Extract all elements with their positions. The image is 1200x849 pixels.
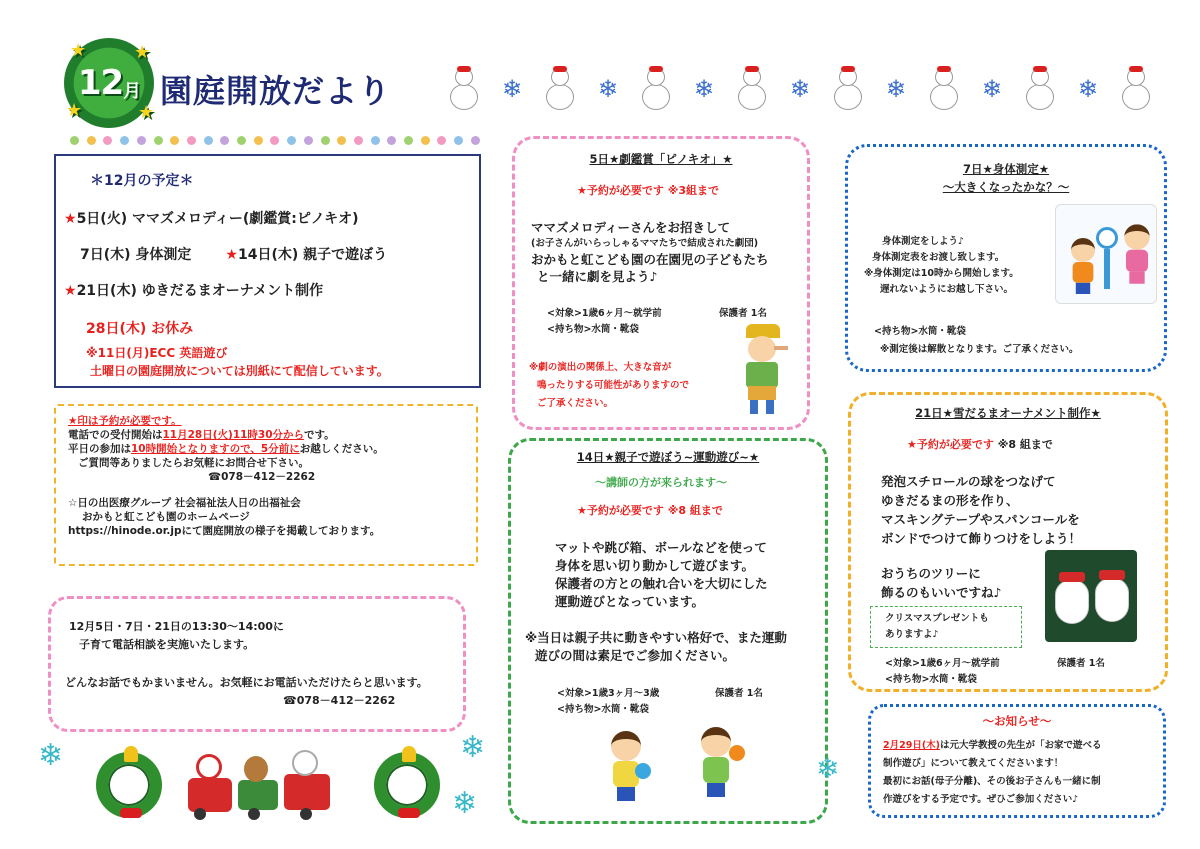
event-target: <対象>1歳6ヶ月～就学前 xyxy=(547,308,662,319)
snowman-icon xyxy=(925,66,963,112)
snowflake-icon: ❄ xyxy=(1077,75,1098,103)
schedule-heading: ＊12月の予定＊ xyxy=(90,173,194,189)
event-text: 遅れないようにお越し下さい。 xyxy=(880,284,1014,295)
month-suffix: 月 xyxy=(123,81,141,102)
schedule-item: 7日(木) 身体測定 xyxy=(80,247,192,263)
snowman-icon xyxy=(1117,66,1155,112)
snowflake-icon: ❄ xyxy=(693,75,715,103)
present-note xyxy=(870,606,1022,648)
snowman-icon xyxy=(637,66,675,112)
event-title: 5日★劇鑑賞「ピノキオ」★ xyxy=(589,152,733,166)
event-note: ※当日は親子共に動きやすい格好で、また運動 xyxy=(525,630,787,645)
event-text: マットや跳び箱、ボールなどを使って xyxy=(555,540,767,555)
notes-text: 電話での受付開始は xyxy=(68,429,163,441)
wreath-icon xyxy=(374,752,440,818)
event-guardian: 保護者 1名 xyxy=(1057,658,1105,669)
event-title: 14日★親子で遊ぼう~運動遊び~★ xyxy=(576,450,760,464)
snowflake-icon: ❄ xyxy=(460,730,486,765)
snowman-icon xyxy=(445,66,483,112)
schedule-note: ※11日(月)ECC 英語遊び xyxy=(86,346,228,360)
event-title: 21日★雪だるまオーナメント制作★ xyxy=(915,406,1101,420)
notice-text: 最初にお話(母子分離)、その後お子さんも一緒に制 xyxy=(883,776,1101,787)
notice-text: 作遊びをする予定です。ぜひご参加ください♪ xyxy=(883,794,1079,805)
website-note: https://hinode.or.jpにて園庭開放の様子を掲載しております。 xyxy=(68,525,381,537)
reservation-note: ★予約が必要です ※8 組まで xyxy=(577,504,723,517)
star-icon: ★ xyxy=(64,283,77,299)
star-icon: ★ xyxy=(66,100,82,121)
notice-title: ～お知らせ～ xyxy=(982,714,1052,728)
event-note: ※測定後は解散となります。ご了承ください。 xyxy=(880,344,1079,355)
phone-consult-box xyxy=(48,596,466,732)
phone-number: ☎078－412－2262 xyxy=(208,471,316,483)
notes-highlight: 10時開始となりますので、5分前に xyxy=(131,443,300,455)
measurement-illustration xyxy=(1055,204,1157,304)
month-badge xyxy=(64,38,154,128)
snowflake-icon: ❄ xyxy=(501,75,523,103)
event-text: ※身体測定は10時から開始します。 xyxy=(864,268,1019,279)
teacher-icon xyxy=(1116,224,1159,284)
present-note-text: クリスマスプレゼントも xyxy=(885,613,989,624)
reservation-note: ★予約が必要です ※3組まで xyxy=(577,184,720,197)
event-warning: ご了承ください。 xyxy=(537,398,614,409)
event-items: <持ち物>水筒・靴袋 xyxy=(874,326,966,337)
snowflake-icon: ❄ xyxy=(789,75,810,103)
notice-box xyxy=(868,704,1166,818)
event-text: 運動遊びとなっています。 xyxy=(555,594,705,609)
present-note-text: ありますよ♪ xyxy=(885,629,939,640)
notes-text: です。 xyxy=(303,429,335,441)
notes-text: ご質問等ありましたらお気軽にお問合せ下さい。 xyxy=(78,457,309,469)
boy-with-ball-illustration xyxy=(691,727,741,797)
event-note: 遊びの間は素足でご参加ください。 xyxy=(535,648,736,663)
event-items: <持ち物>水筒・靴袋 xyxy=(557,704,649,715)
event-text: 身体を思い切り動かして遊びます。 xyxy=(555,558,755,573)
consult-text: 子育て電話相談を実施いたします。 xyxy=(79,638,255,651)
snowflake-icon: ❄ xyxy=(597,75,619,103)
consult-text: 12月5日・7日・21日の13:30～14:00に xyxy=(69,620,284,633)
event-text: (お子さんがいらっしゃるママたちで結成された劇団) xyxy=(531,238,759,249)
star-icon: ★ xyxy=(138,102,154,123)
schedule-holiday: 28日(木) お休み xyxy=(86,321,194,337)
event-text: と一緒に劇を見よう♪ xyxy=(537,269,658,284)
star-icon: ★ xyxy=(134,42,150,63)
event-text: おかもと虹こども園の在園児の子どもたち xyxy=(531,252,769,267)
event-title: 7日★身体測定★ xyxy=(962,162,1050,176)
event-text: ボンドでつけて飾りつけをしよう！ xyxy=(881,531,1082,546)
event-text: マスキングテープやスパンコールを xyxy=(881,512,1080,527)
event-items: <持ち物>水筒・靴袋 xyxy=(885,674,977,685)
month-number: 12 xyxy=(77,63,124,103)
event-text: おうちのツリーに xyxy=(881,566,981,581)
snowman-icon xyxy=(1021,66,1059,112)
event-warning: 鳴ったりする可能性がありますので xyxy=(537,380,690,391)
event-text: 発泡スチロールの球をつなげて xyxy=(881,474,1056,489)
event-text: ママズメロディーさんをお招きして xyxy=(531,220,731,235)
snowflake-icon: ❄ xyxy=(816,752,840,785)
exercise-event-box xyxy=(508,438,828,824)
schedule-item: 21日(木) ゆきだるまオーナメント制作 xyxy=(76,283,324,299)
snowman-icon xyxy=(829,66,867,112)
notice-date: 2月29日(木) xyxy=(883,740,941,751)
phone-number: ☎078－412－2262 xyxy=(283,694,396,707)
pinocchio-illustration xyxy=(734,324,790,416)
ornament-icon xyxy=(1055,580,1089,624)
schedule-item: 5日(火) ママズメロディー(劇鑑賞:ピノキオ) xyxy=(76,211,359,227)
child-icon xyxy=(1063,238,1103,294)
event-subtitle: ～講師の方が来られます～ xyxy=(595,476,727,489)
event-text: ゆきだるまの形を作り、 xyxy=(881,493,1019,508)
event-guardian: 保護者 1名 xyxy=(715,688,763,699)
event-text: 飾るのもいいですね♪ xyxy=(881,585,1002,600)
ornament-icon xyxy=(1095,578,1129,622)
notice-text: 制作遊び」について教えてくださいます！ xyxy=(883,758,1064,769)
snowman-border xyxy=(445,64,1155,114)
snowflake-icon: ❄ xyxy=(452,786,478,821)
wreath-icon xyxy=(96,752,162,818)
notes-text: ☆日の出医療グループ 社会福祉法人日の出福祉会 xyxy=(68,497,301,509)
snowman-icon xyxy=(541,66,579,112)
event-warning: ※劇の演出の関係上、大きな音が xyxy=(529,362,672,373)
schedule-note: 土曜日の園庭開放については別紙にて配信しています。 xyxy=(90,364,389,378)
event-items: <持ち物>水筒・靴袋 xyxy=(547,324,639,335)
snowflake-icon: ❄ xyxy=(981,75,1002,103)
event-text: 身体測定をしよう♪ xyxy=(882,236,965,247)
notes-highlight: 11月28日(火)11時30分から xyxy=(162,429,304,441)
notes-box xyxy=(54,404,478,566)
santa-train-illustration xyxy=(188,744,336,820)
snowflake-icon: ❄ xyxy=(38,738,64,773)
snowman-icon xyxy=(733,66,771,112)
reservation-note: ★印は予約が必要です。 xyxy=(68,415,182,427)
notes-text: お越しください。 xyxy=(299,443,384,455)
schedule-item: 14日(木) 親子で遊ぼう xyxy=(237,247,388,263)
notes-text: おかもと虹こども園のホームページ xyxy=(82,511,250,523)
snowflake-icon: ❄ xyxy=(885,75,906,103)
consult-text: どんなお話でもかまいません。お気軽にお電話いただけたらと思います。 xyxy=(65,676,428,689)
page-title: 園庭開放だより xyxy=(160,72,392,110)
schedule-box xyxy=(54,154,481,388)
notes-text: 平日の参加は xyxy=(68,443,131,455)
girl-with-ball-illustration xyxy=(601,731,651,801)
notice-text: は元大学教授の先生が「お家で遊べる xyxy=(940,740,1102,751)
star-icon: ★ xyxy=(70,40,86,61)
event-text: 身体測定表をお渡し致します。 xyxy=(872,252,1005,263)
event-target: <対象>1歳6ヶ月～就学前 xyxy=(885,658,1000,669)
event-guardian: 保護者 1名 xyxy=(719,308,767,319)
reservation-limit: ※8 組まで xyxy=(997,438,1053,451)
star-icon: ★ xyxy=(64,211,77,227)
event-subtitle: ～大きくなったかな？～ xyxy=(942,180,1070,194)
snowman-ornament-photo xyxy=(1045,550,1137,642)
dot-divider xyxy=(70,136,480,148)
event-text: 保護者の方との触れ合いを大切にした xyxy=(555,576,768,591)
event-target: <対象>1歳3ヶ月～3歳 xyxy=(557,688,660,699)
reservation-note: ★予約が必要です xyxy=(907,438,994,451)
star-icon: ★ xyxy=(225,247,238,263)
